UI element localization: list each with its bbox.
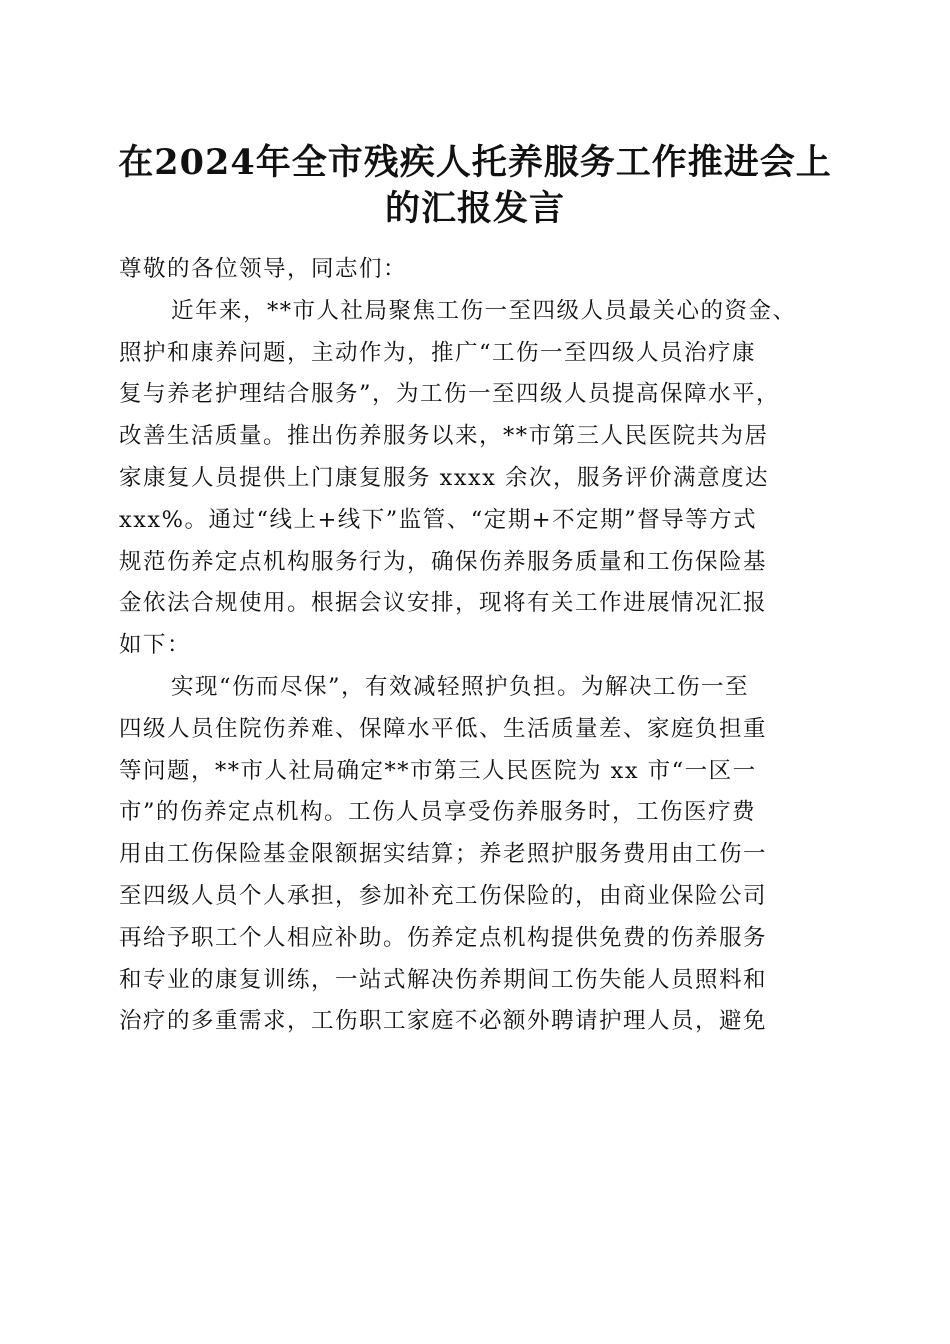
paragraph-2-line: 实现“伤而尽保”，有效减轻照护负担。为解决工伤一至 — [171, 673, 750, 700]
paragraph-1-line: 复与养老护理结合服务”，为工伤一至四级人员提高保障水平， — [119, 381, 781, 408]
paragraph-2-line: 用由工伤保险基金限额据实结算；养老照护服务费用由工伤一 — [119, 841, 768, 868]
paragraph-2-line: 市”的伤养定点机构。工伤人员享受伤养服务时，工伤医疗费 — [119, 799, 757, 826]
paragraph-1-line: 照护和康养问题，主动作为，推广“工伤一至四级人员治疗康 — [119, 339, 757, 366]
paragraph-1-line: 金依法合规使用。根据会议安排，现将有关工作进展情况汇报 — [119, 590, 768, 617]
paragraph-2-line: 四级人员住院伤养难、保障水平低、生活质量差、家庭负担重 — [119, 715, 768, 742]
paragraph-1-line: 近年来，**市人社局聚焦工伤一至四级人员最关心的资金、 — [171, 297, 797, 324]
paragraph-2-line: 再给予职工个人相应补助。伤养定点机构提供免费的伤养服务 — [119, 924, 768, 951]
title-line-2: 的汇报发言 — [384, 188, 565, 229]
paragraph-1-line: 如下： — [119, 632, 192, 659]
document-title — [110, 140, 840, 232]
paragraph-2-line: 至四级人员个人承担，参加补充工伤保险的，由商业保险公司 — [119, 882, 768, 909]
paragraph-2-line: 等问题，**市人社局确定**市第三人民医院为 xx 市“一区一 — [119, 757, 757, 784]
paragraph-2-line: 治疗的多重需求，工伤职工家庭不必额外聘请护理人员，避免 — [119, 1008, 768, 1035]
paragraph-1-line: 改善生活质量。推出伤养服务以来，**市第三人民医院共为居 — [119, 423, 769, 450]
paragraph-1-line: xxx%。通过“线上+线下”监管、“定期+不定期”督导等方式 — [119, 506, 758, 533]
paragraph-2-line: 和专业的康复训练，一站式解决伤养期间工伤失能人员照料和 — [119, 966, 768, 993]
paragraph-1-line: 规范伤养定点机构服务行为，确保伤养服务质量和工伤保险基 — [119, 548, 768, 575]
title-line-1: 在2024年全市残疾人托养服务工作推进会上 — [118, 142, 832, 183]
document-body — [119, 249, 831, 1043]
salutation: 尊敬的各位领导，同志们： — [119, 256, 408, 282]
paragraph-1-line: 家康复人员提供上门康复服务 xxxx 余次，服务评价满意度达 — [119, 464, 770, 491]
